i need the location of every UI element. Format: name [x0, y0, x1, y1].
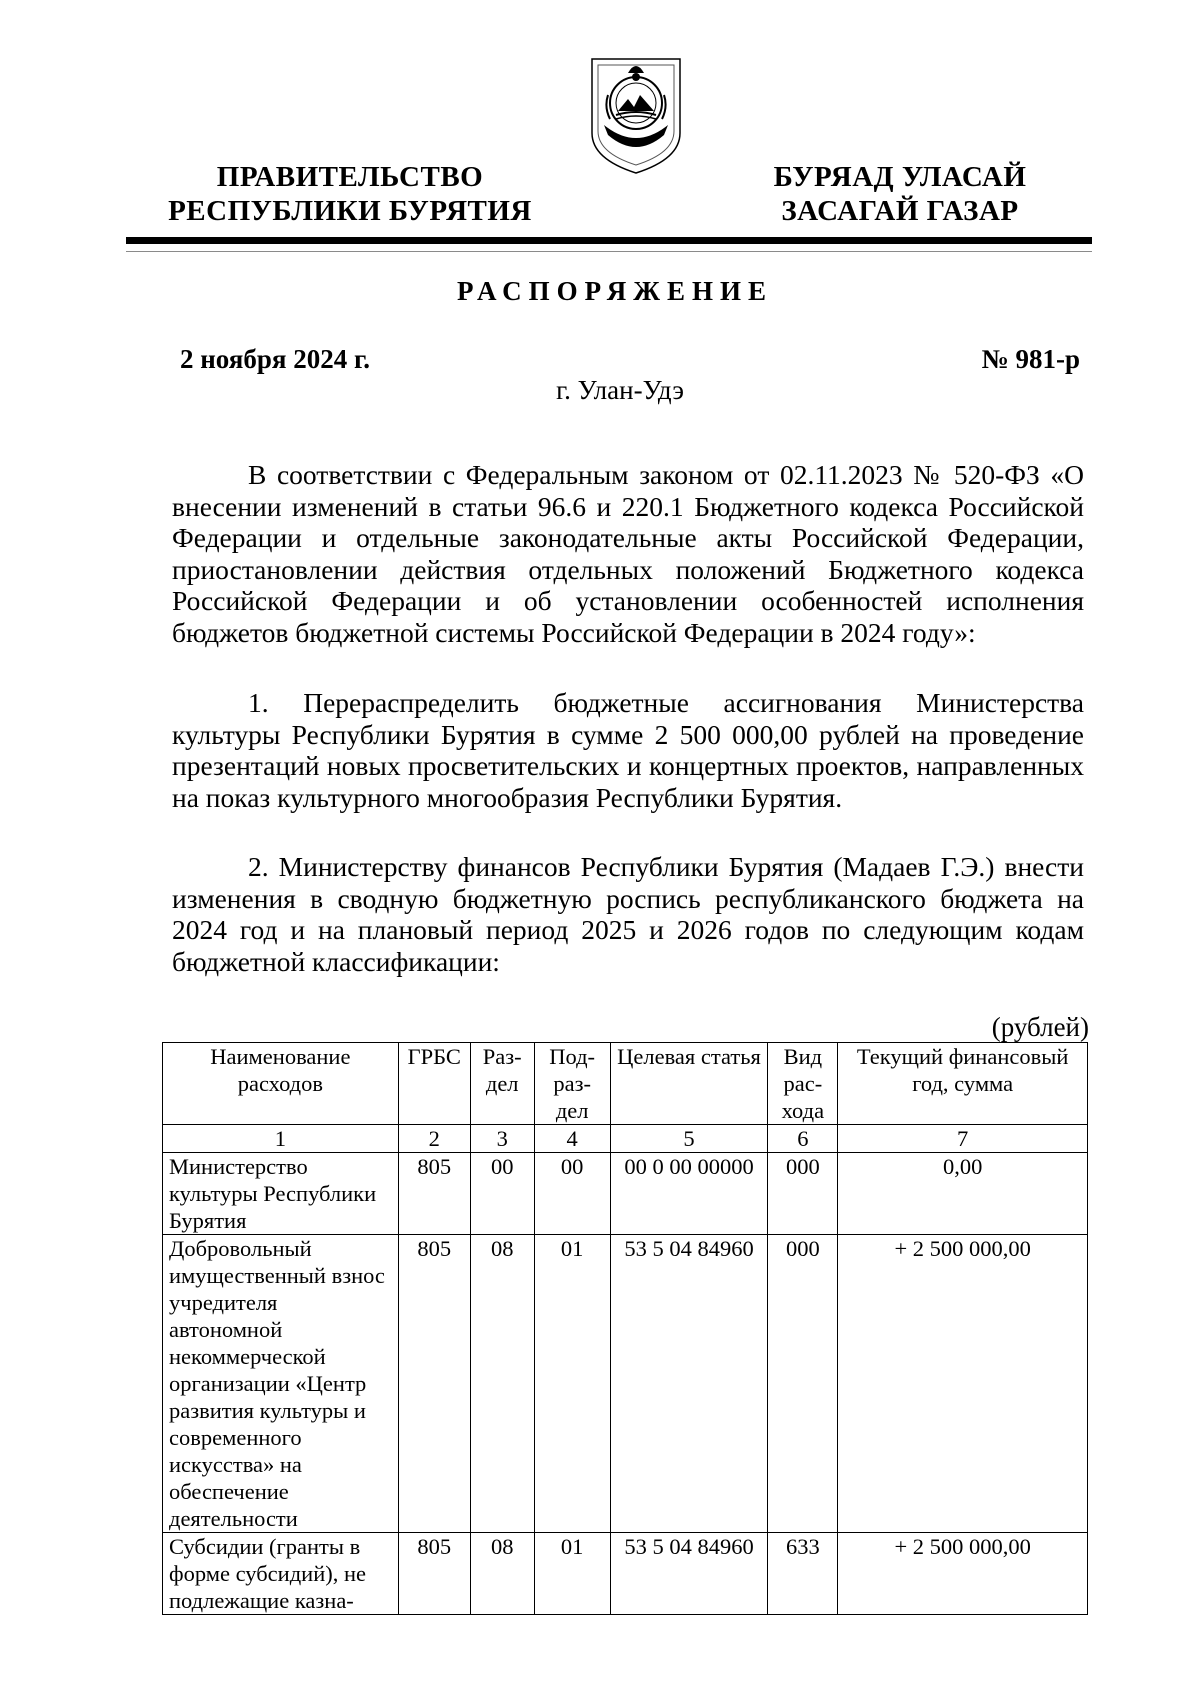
document-number: № 981-р — [981, 344, 1080, 374]
document-title: РАСПОРЯЖЕНИЕ — [456, 276, 774, 306]
document-date: 2 ноября 2024 г. — [180, 344, 370, 374]
header-expense-name: Наименование расходов — [163, 1043, 399, 1125]
header-section: Раз-дел — [470, 1043, 534, 1125]
table-row — [163, 1235, 1088, 1533]
government-name-buryat-line1: БУРЯАД УЛАСАЙ — [773, 161, 1027, 193]
expense-type-cell: 633 — [768, 1533, 838, 1615]
table-row — [163, 1153, 1088, 1235]
column-number: 1 — [163, 1125, 399, 1153]
section-cell: 08 — [470, 1533, 534, 1615]
budget-table — [162, 1042, 1088, 1615]
grbs-cell: 805 — [398, 1533, 470, 1615]
section-cell: 08 — [470, 1235, 534, 1533]
column-number: 7 — [838, 1125, 1088, 1153]
target-article-cell: 53 5 04 84960 — [610, 1533, 768, 1615]
amount-cell: + 2 500 000,00 — [838, 1235, 1088, 1533]
column-number: 3 — [470, 1125, 534, 1153]
expense-name-cell: Министерство культуры Республики Бурятия — [163, 1153, 399, 1235]
currency-unit-label: (рублей) — [991, 1012, 1089, 1042]
government-name-russian — [160, 160, 540, 228]
table-header-row — [163, 1043, 1088, 1125]
section-cell: 00 — [470, 1153, 534, 1235]
amount-cell: 0,00 — [838, 1153, 1088, 1235]
expense-name-cell: Субсидии (гранты в форме субсидий), не подлежащие казна- — [163, 1533, 399, 1615]
clause-2-paragraph: 2. Министерству финансов Республики Бурятия (Мадаев Г.Э.) внести изменения в сводную бюджетную роспись республиканского бюджета на 2024 год и на плановый период 2025 и 2026 годов по следующим кодам бюджетной классификации: — [172, 851, 1084, 977]
subsection-cell: 01 — [534, 1533, 610, 1615]
government-name-buryat-line2: ЗАСАГАЙ ГАЗАР — [781, 195, 1019, 227]
table-row — [163, 1533, 1088, 1615]
grbs-cell: 805 — [398, 1235, 470, 1533]
coat-of-arms-icon — [588, 55, 684, 175]
header-grbs: ГРБС — [398, 1043, 470, 1125]
grbs-cell: 805 — [398, 1153, 470, 1235]
document-city: г. Улан-Удэ — [556, 375, 684, 405]
subsection-cell: 01 — [534, 1235, 610, 1533]
government-name-russian-line2: РЕСПУБЛИКИ БУРЯТИЯ — [168, 195, 532, 227]
expense-type-cell: 000 — [768, 1153, 838, 1235]
government-name-buryat — [740, 160, 1060, 228]
header-divider-thick — [126, 237, 1092, 244]
target-article-cell: 00 0 00 00000 — [610, 1153, 768, 1235]
table-column-number-row — [163, 1125, 1088, 1153]
header-target-article: Целевая статья — [610, 1043, 768, 1125]
amount-cell: + 2 500 000,00 — [838, 1533, 1088, 1615]
header-subsection: Под-раз-дел — [534, 1043, 610, 1125]
header-expense-type: Вид рас-хода — [768, 1043, 838, 1125]
column-number: 4 — [534, 1125, 610, 1153]
header-divider-thin — [126, 251, 1092, 252]
preamble-paragraph: В соответствии с Федеральным законом от 02.11.2023 № 520-ФЗ «О внесении изменений в статьи 96.6 и 220.1 Бюджетного кодекса Российской Федерации и отдельные законодательные акты Российской Федерации, приостановлении действия отдельных положений Бюджетного кодекса Российской Федерации и об установлении особенностей исполнения бюджетов бюджетной системы Российской Федерации в 2024 году»: — [172, 459, 1084, 648]
subsection-cell: 00 — [534, 1153, 610, 1235]
clause-1-paragraph: 1. Перераспределить бюджетные ассигнования Министерства культуры Республики Бурятия в сумме 2 500 000,00 рублей на проведение презентаций новых просветительских и концертных проектов, направленных на показ культурного многообразия Республики Бурятия. — [172, 687, 1084, 813]
expense-type-cell: 000 — [768, 1235, 838, 1533]
column-number: 6 — [768, 1125, 838, 1153]
column-number: 5 — [610, 1125, 768, 1153]
government-name-russian-line1: ПРАВИТЕЛЬСТВО — [216, 161, 484, 193]
target-article-cell: 53 5 04 84960 — [610, 1235, 768, 1533]
expense-name-cell: Добровольный имущественный взнос учредителя автономной некоммерческой организации «Центр развития культуры и современного искусства» на обеспечение деятельности — [163, 1235, 399, 1533]
header-amount: Текущий финансовый год, сумма — [838, 1043, 1088, 1125]
column-number: 2 — [398, 1125, 470, 1153]
